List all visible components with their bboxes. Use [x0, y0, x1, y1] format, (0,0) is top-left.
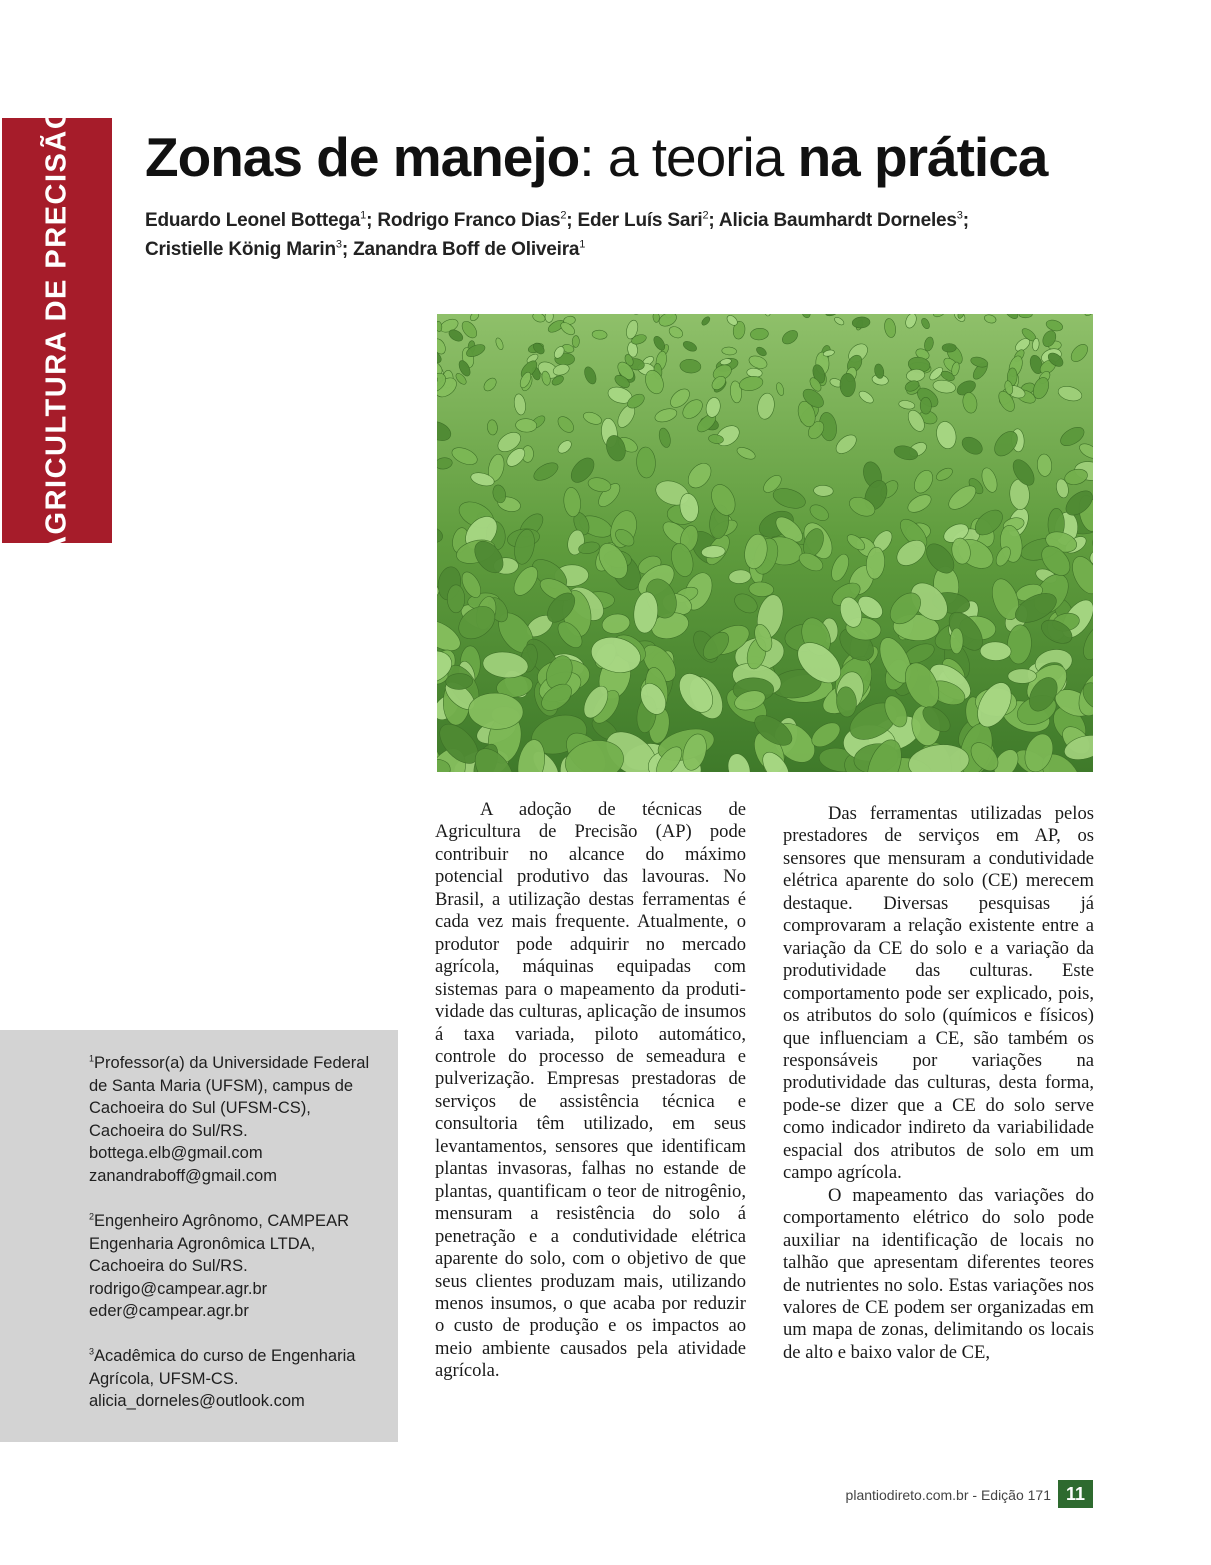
title-main: Zonas de manejo	[145, 126, 580, 188]
author-separator: ;	[566, 210, 578, 231]
article-title	[145, 122, 1047, 192]
affiliation-line: Agrícola, UFSM-CS.	[89, 1369, 239, 1388]
affiliation-sup: 1	[89, 1053, 95, 1064]
body-column-2	[783, 803, 1094, 1364]
author: Cristielle König Marin	[145, 239, 336, 260]
author: Eduardo Leonel Bottega	[145, 210, 361, 231]
section-tab	[2, 104, 112, 557]
author-sup: 2	[560, 209, 567, 222]
leaf	[840, 373, 855, 396]
affiliation-sup: 3	[89, 1346, 95, 1357]
author: Eder Luís Sari	[577, 210, 703, 231]
footer-site: plantiodireto.com.br	[845, 1487, 969, 1503]
author-separator: ;	[366, 210, 378, 231]
affiliation-line: Acadêmica do curso de Engenharia	[94, 1347, 356, 1365]
page-number: 11	[1058, 1480, 1093, 1508]
author-list	[145, 206, 1045, 264]
affiliation-line: Cachoeira do Sul (UFSM-CS),	[89, 1099, 311, 1117]
affiliation-line: Professor(a) da Universidade Federal	[94, 1054, 370, 1072]
affiliation-email: eder@campear.agr.br	[89, 1302, 249, 1320]
leaf	[942, 344, 956, 353]
body-paragraph: A adoção de técnicas de Agricultura de Precisão (AP) pode contribuir no alcance do máximo potencial produtivo das lavouras. No Brasil, a utilização destas ferramentas é cada vez mais frequente. Atualmente, o produtor pode adquirir no mercado agrícola, máquinas equipadas com sistemas para o mapeamento da produtividade das culturas, aplicação de insumos á taxa variada, piloto automático, controle do processo de semeadura e pulverização. Empresas prestadoras de serviços de assistência técnica e consultoria têm utilizado, em seus levantamentos, sensores que identificam plantas invasoras, falhas no estande de plantas, quantificam o teor de nitrogênio, mensuram a resistência do solo á penetração e a condutividade elétrica aparente do solo, com o objetivo de que seus clientes produzam mais, utilizando menos insumos, o que acaba por reduzir o custo de produção e os impactos ao meio ambiente causados pela atividade agrícola.	[435, 799, 746, 1382]
leaf	[572, 335, 580, 347]
affiliation-3	[89, 1345, 389, 1413]
body-paragraph: O mapeamento das variações do comportamento elétrico do solo pode auxiliar na identificação de locais no talhão que apresentam diferentes teores de nutrientes no solo. Estas variações nos valores de CE podem ser organizadas em um mapa de zonas, delimitando os locais de alto e baixo valor de CE,	[783, 1184, 1094, 1363]
author: Rodrigo Franco Dias	[377, 210, 561, 231]
author-sup: 1	[579, 238, 586, 251]
section-label: AGRICULTURA DE PRECISÃO	[40, 104, 73, 557]
author: Zanandra Boff de Oliveira	[353, 239, 580, 260]
affiliation-2	[89, 1210, 389, 1323]
title-middle: : a teoria	[579, 126, 798, 188]
affiliation-line: Cachoeira do Sul/RS.	[89, 1257, 248, 1275]
body-paragraph: Das ferramentas utilizadas pelos prestadores de serviços em AP, os sensores que mensuram a condutividade elétrica aparente do solo (CE) merecem destaque. Diversas pesquisas já comprovaram a relação existente entre a variação da CE do solo e a variação da produtividade das culturas. Este comportamento pode ser explicado, pois, os atributos do solo (químicos e físicos) que influenciam a CE, são também os responsáveis por variações na produtividade das culturas, desta forma, pode-se dizer que a CE do solo serve como indicador indireto da variabilidade espacial dos atributos de solo em um campo agrícola.	[783, 803, 1094, 1184]
author-sup: 3	[956, 209, 963, 222]
affiliation-line: de Santa Maria (UFSM), campus de	[89, 1076, 354, 1095]
page-footer	[846, 1487, 1051, 1503]
affiliation-email: rodrigo@campear.agr.br	[89, 1279, 268, 1298]
title-end: na prática	[797, 126, 1048, 188]
body-column-1	[435, 799, 746, 1383]
leaf	[980, 642, 1011, 661]
affiliation-line: Engenheiro Agrônomo, CAMPEAR	[94, 1212, 349, 1230]
author-sup: 3	[335, 238, 342, 251]
leaf	[447, 585, 464, 613]
author-sup: 1	[360, 209, 367, 222]
affiliation-email: alicia_dorneles@outlook.com	[89, 1392, 305, 1410]
author-separator: ;	[962, 210, 969, 231]
affiliation-email: zanandraboff@gmail.com	[89, 1166, 277, 1185]
affiliation-line: Engenharia Agronômica LTDA,	[89, 1234, 316, 1253]
author-sup: 2	[702, 209, 709, 222]
author-separator: ;	[341, 239, 354, 260]
affiliation-1	[89, 1052, 389, 1187]
affiliation-email: bottega.elb@gmail.com	[89, 1144, 263, 1162]
affiliation-sup: 2	[89, 1211, 95, 1222]
affiliation-line: Cachoeira do Sul/RS.	[89, 1121, 248, 1140]
leaf	[1008, 669, 1037, 684]
leaf	[920, 397, 931, 414]
author: Alicia Baumhardt Dorneles	[718, 210, 957, 231]
leaf	[950, 628, 963, 654]
footer-edition: - Edição 171	[968, 1487, 1051, 1503]
soybean-field-photo	[437, 314, 1093, 772]
author-separator: ;	[708, 210, 719, 231]
soybean-leaves-illustration	[437, 314, 1093, 772]
